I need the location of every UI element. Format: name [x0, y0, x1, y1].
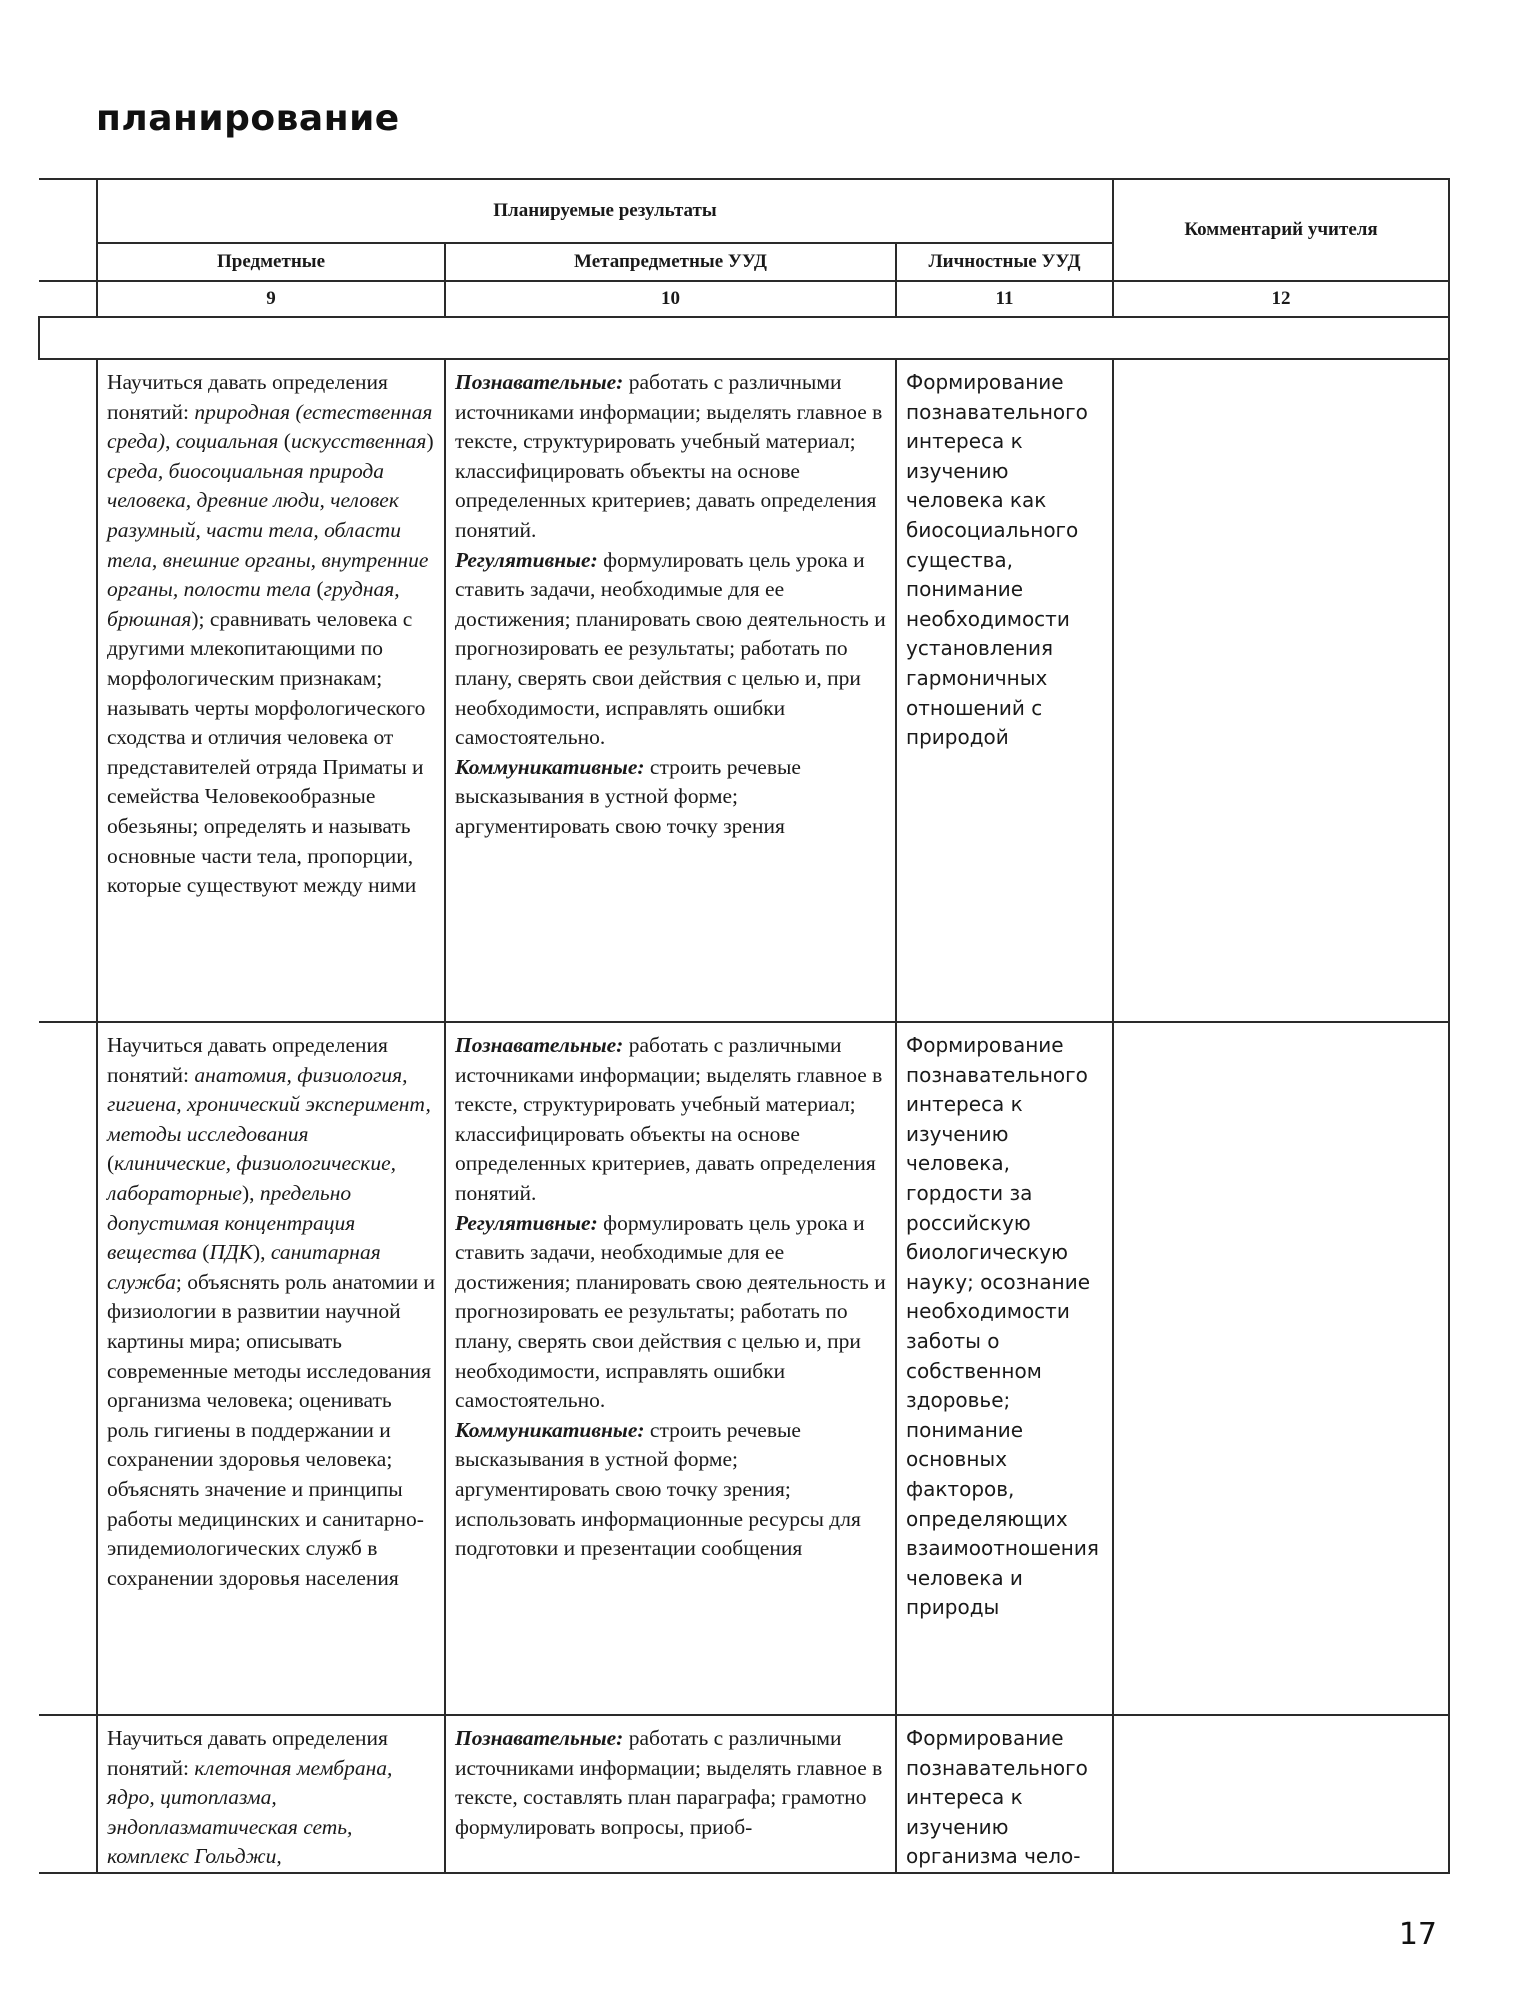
term-italic: клеточная мембрана, ядро, цитоплазма, эндоплазматическая сеть, комплекс Гольджи, — [107, 1755, 393, 1869]
stub-cell — [39, 1715, 97, 1873]
personal-results-cell: Формирование познавательного интереса к изучению организма чело- — [896, 1715, 1113, 1873]
section-lead: Коммуникативные: — [455, 1417, 645, 1442]
planning-table — [38, 178, 1450, 1874]
page-heading: планирование — [96, 98, 400, 139]
personal-results-cell: Формирование познавательного интереса к изучению человека, гордости за российскую биологическую науку; осознание необходимости заботы о собственном здоровье; понимание основных факторов, определяющих взаимоотношения человека и природы — [896, 1022, 1113, 1715]
table-row — [39, 359, 1449, 1022]
cell-text: ( — [196, 1240, 210, 1265]
cell-text: ), — [241, 1180, 260, 1205]
cell-text: ); сравнивать человека с другими млекопитающими по морфологическим признакам; называть черты морфологического сходства и отличия человека от представителей отряда Приматы и семейства Человекообразные обезьяны; определять и называть основные части тела, пропорции, которые существуют между ними — [107, 606, 426, 898]
cell-text: , — [165, 429, 176, 454]
cell-text: ( — [311, 577, 324, 602]
section-lead: Регулятивные: — [455, 1210, 598, 1235]
col-number: 9 — [97, 281, 445, 317]
subject-results-cell — [97, 1022, 445, 1715]
cell-text: строить речевые высказывания в устной форме; аргументировать свою точку зрения — [455, 754, 801, 838]
comment-header: Комментарий учителя — [1113, 179, 1449, 281]
term-italic: природная (естественная среда) — [107, 399, 433, 454]
cell-text: Научиться давать определения понятий: — [107, 370, 388, 424]
term-italic: грудная, брюшная — [107, 577, 400, 631]
section-lead: Регулятивные: — [455, 547, 598, 572]
term-italic: искусственная — [290, 429, 427, 454]
cell-text: строить речевые высказывания в устной форме; аргументировать свою точку зрения; использовать информационные ресурсы для подготовки и презентации сообщения — [455, 1417, 861, 1561]
section-lead: Познавательные: — [455, 1726, 624, 1750]
meta-results-cell — [445, 1022, 896, 1715]
term-italic: внешние органы, внутренние органы, полости тела — [107, 547, 429, 602]
col-number: 11 — [896, 281, 1113, 317]
col-header-personal: Личностные УУД — [896, 243, 1113, 281]
cell-text: Научиться давать определения понятий: — [107, 1726, 388, 1780]
col-header-subject: Предметные — [97, 243, 445, 281]
meta-results-cell — [445, 1715, 896, 1873]
cell-text: ; объяснять роль анатомии и физиологии в развитии научной картины мира; описывать современные методы исследования организма человека; оценивать роль гигиены в поддержании и сохранении здоровья человека; объяснять значение и принципы работы медицинских и санитарно-эпидемиологических служб в сохранении здоровья населения — [107, 1269, 436, 1590]
cell-text: ), — [252, 1240, 271, 1265]
stub-cell — [39, 179, 97, 281]
term-italic: ПДК — [209, 1240, 253, 1265]
stub-cell — [39, 281, 97, 317]
section-lead: Познавательные: — [455, 370, 624, 394]
col-number: 10 — [445, 281, 896, 317]
term-italic: социальная — [175, 429, 279, 454]
section-lead: Познавательные: — [455, 1033, 624, 1057]
meta-results-cell — [445, 359, 896, 1022]
term-italic: предельно допустимая концентрация вещества — [107, 1180, 356, 1265]
cell-text: , — [151, 547, 163, 572]
cell-text: работать с различными источниками информации; выделять главное в тексте, структурировать учебный материал; классифицировать объекты на основе определенных критериев, давать определения понятий. — [455, 1033, 883, 1205]
col-header-meta: Метапредметные УУД — [445, 243, 896, 281]
table-row — [39, 1022, 1449, 1715]
col-number: 12 — [1113, 281, 1449, 317]
cell-text: работать с различными источниками информации; выделять главное в тексте, составлять план параграфа; грамотно формулировать вопросы, приоб- — [455, 1726, 883, 1839]
cell-text: работать с различными источниками информации; выделять главное в тексте, структурировать учебный материал; классифицировать объекты на основе определенных критериев; давать определения понятий. — [455, 370, 883, 542]
term-italic: среда, биосоциальная природа человека, древние люди, человек разумный, части тела, области тела — [107, 458, 402, 572]
cell-text: ) — [426, 429, 434, 454]
term-italic: клинические, физиологические, лабораторные — [107, 1151, 397, 1205]
personal-results-cell: Формирование познавательного интереса к изучению человека как биосоциального существа, понимание необходимости установления гармоничных отношений с природой — [896, 359, 1113, 1022]
term-italic: санитарная служба — [107, 1240, 381, 1294]
teacher-comment-cell — [1113, 359, 1449, 1022]
cell-text: формулировать цель урока и ставить задачи, необходимые для ее достижения; планировать свою деятельность и прогнозировать ее результаты; работать по плану, сверять свои действия с целью и, при необходимости, исправлять ошибки самостоятельно. — [455, 547, 886, 750]
teacher-comment-cell — [1113, 1715, 1449, 1873]
subject-results-cell — [97, 359, 445, 1022]
subject-results-cell — [97, 1715, 445, 1873]
section-spacer — [39, 317, 1449, 359]
page-number: 17 — [1398, 1917, 1437, 1952]
group-header: Планируемые результаты — [97, 179, 1113, 243]
stub-cell — [39, 359, 97, 1022]
cell-text: ( — [107, 1151, 115, 1176]
cell-text: ( — [278, 429, 291, 454]
teacher-comment-cell — [1113, 1022, 1449, 1715]
cell-text: формулировать цель урока и ставить задачи, необходимые для ее достижения; планировать свою деятельность и прогнозировать ее результаты; работать по плану, сверять свои действия с целью и, при необходимости, исправлять ошибки самостоятельно. — [455, 1210, 886, 1413]
stub-cell — [39, 1022, 97, 1715]
term-italic: анатомия, физиология, гигиена, хронический эксперимент, методы исследования — [107, 1062, 431, 1146]
cell-text: Научиться давать определения понятий: — [107, 1033, 388, 1087]
table-row — [39, 1715, 1449, 1873]
section-lead: Коммуникативные: — [455, 754, 645, 779]
